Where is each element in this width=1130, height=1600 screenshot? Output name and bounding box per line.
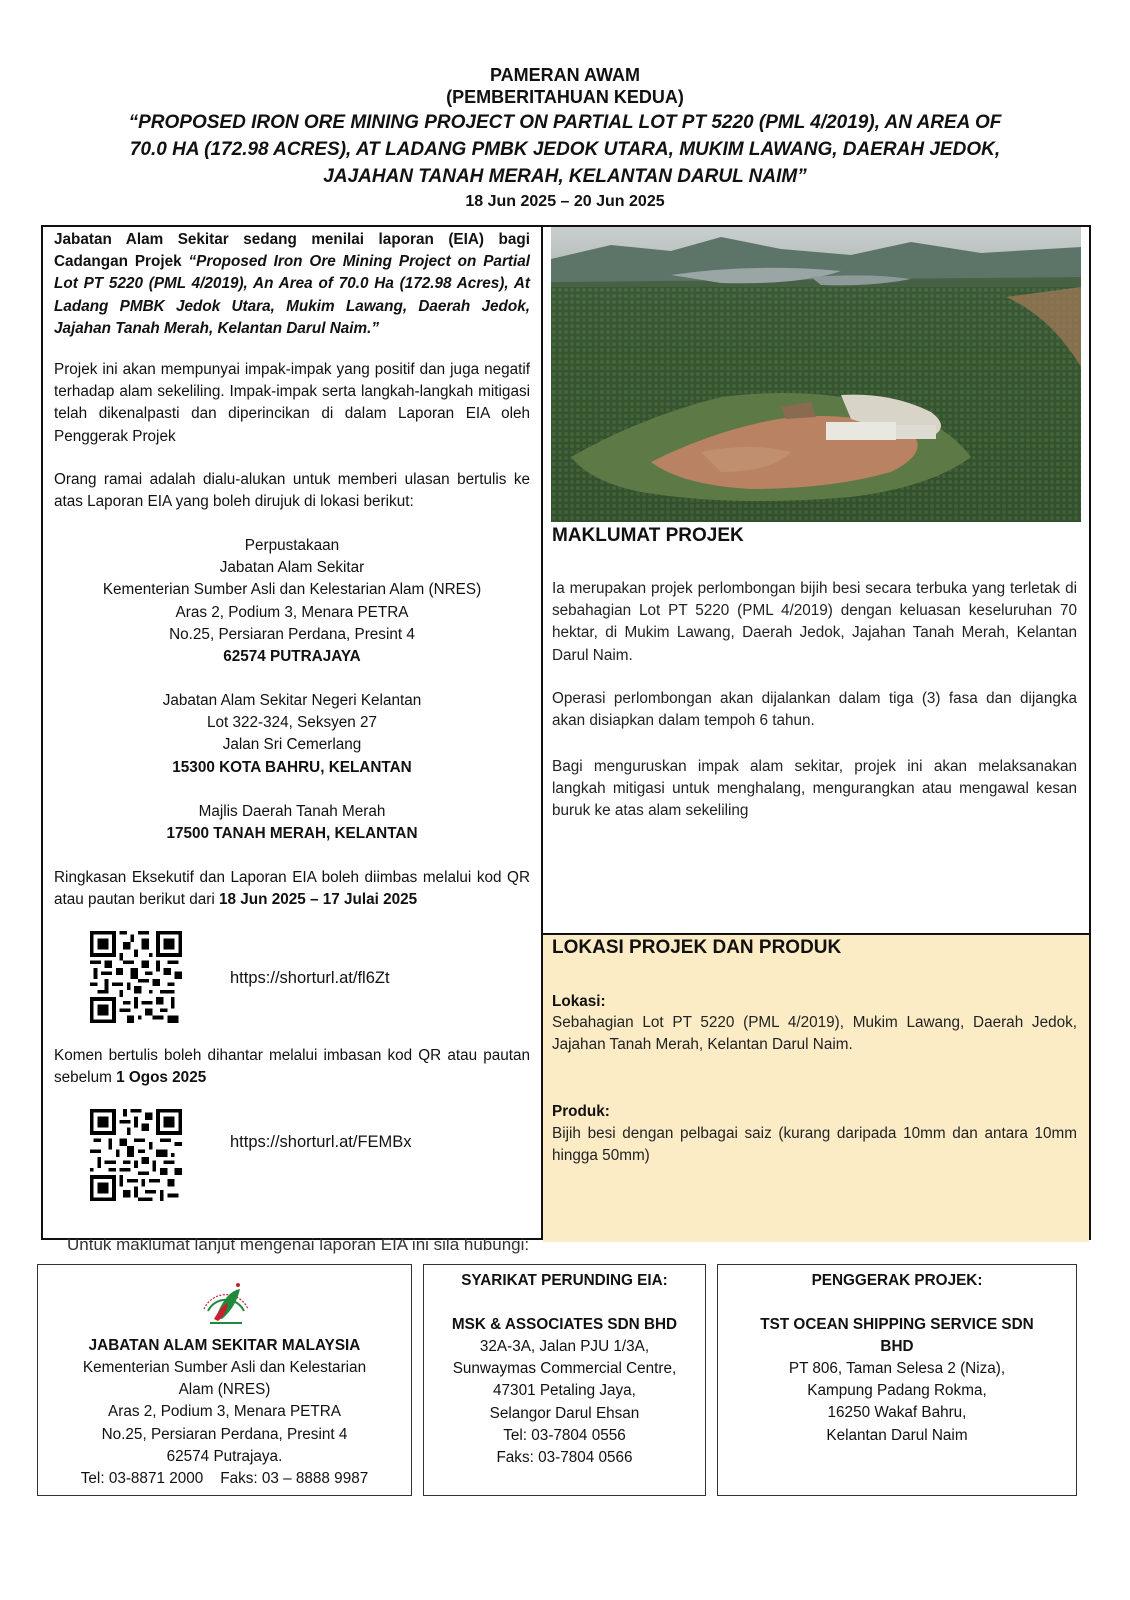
scan-dates: 18 Jun 2025 – 17 Julai 2025: [218, 891, 418, 909]
consultant-phone: Tel: 03-7804 0556: [503, 1426, 626, 1444]
location-line: Aras 2, Podium 3, Menara PETRA: [175, 603, 409, 621]
location-line: Kementerian Sumber Asli dan Kelestarian Alam (NRES): [102, 581, 482, 599]
location-line: No.25, Persiaran Perdana, Presint 4: [169, 625, 415, 643]
exhibition-dates: 18 Jun 2025 – 20 Jun 2025: [465, 193, 665, 210]
report-link[interactable]: https://shorturl.at/fl6Zt: [230, 969, 390, 987]
address-line: Kementerian Sumber Asli dan Kelestarian: [82, 1359, 367, 1376]
address-line: Sunwaymas Commercial Centre,: [452, 1360, 677, 1378]
project-title-line: JAJAHAN TANAH MERAH, KELANTAN DARUL NAIM”: [323, 166, 807, 187]
location-line: Jalan Sri Cemerlang: [222, 736, 362, 754]
address-line: 62574 Putrajaya.: [166, 1447, 283, 1465]
address-line: Alam (NRES): [178, 1381, 271, 1399]
location-line: 17500 TANAH MERAH, KELANTAN: [166, 825, 418, 843]
main-content-box: [41, 225, 1091, 1240]
consultant-heading: SYARIKAT PERUNDING EIA:: [461, 1272, 668, 1289]
doe-address: [38, 1357, 411, 1490]
project-title-line: “PROPOSED IRON ORE MINING PROJECT ON PARTIAL LOT PT 5220 (PML 4/2019), AN AREA OF: [128, 112, 1002, 133]
consultant-fax: Faks: 03-7804 0566: [496, 1449, 633, 1467]
location-line: Lot 322-324, Seksyen 27: [206, 714, 378, 732]
address-line: Kampung Padang Rokma,: [807, 1382, 987, 1400]
project-info-title: MAKLUMAT PROJEK: [552, 525, 744, 546]
address-line: Aras 2, Podium 3, Menara PETRA: [108, 1403, 341, 1421]
proponent-name-line: BHD: [880, 1338, 914, 1356]
doe-name: JABATAN ALAM SEKITAR MALAYSIA: [88, 1337, 361, 1354]
location-putrajaya: [54, 535, 530, 668]
location-product-title: LOKASI PROJEK DAN PRODUK: [552, 937, 842, 958]
consultant-contact-box: [423, 1264, 706, 1496]
location-line: Perpustakaan: [244, 537, 340, 554]
address-line: No.25, Persiaran Perdana, Presint 4: [101, 1425, 348, 1443]
location-line: Jabatan Alam Sekitar: [219, 559, 365, 577]
comment-deadline: 1 Ogos 2025: [116, 1069, 207, 1087]
project-title-line: 70.0 HA (172.98 ACRES), AT LADANG PMBK JEDOK UTARA, MUKIM LAWANG, DAERAH JEDOK,: [129, 139, 1001, 160]
scan-text: Ringkasan Eksekutif dan Laporan EIA boleh diimbas melalui kod QR atau pautan berikut dari: [54, 869, 530, 909]
notice-title: PAMERAN AWAM: [490, 65, 640, 85]
address-line: 47301 Petaling Jaya,: [493, 1382, 636, 1400]
qr-code-icon[interactable]: [90, 1109, 182, 1201]
doe-contact-box: [37, 1264, 412, 1496]
lokasi-text: Sebahagian Lot PT 5220 (PML 4/2019), Mukim Lawang, Daerah Jedok, Jajahan Tanah Merah, Kelantan Darul Naim.: [552, 1014, 1077, 1054]
proponent-address: [718, 1358, 1076, 1447]
address-line: 32A-3A, Jalan PJU 1/3A,: [479, 1338, 650, 1355]
produk-label: Produk:: [552, 1103, 610, 1120]
contact-heading: Untuk maklumat lanjut mengenai laporan EIA ini sila hubungi:: [67, 1235, 530, 1254]
address-line: Kelantan Darul Naim: [826, 1426, 968, 1444]
location-line: Majlis Daerah Tanah Merah: [198, 803, 386, 820]
project-info-para2: Operasi perlombongan akan dijalankan dalam tiga (3) fasa dan dijangka akan disiapkan dalam tempoh 6 tahun.: [552, 690, 1077, 730]
location-line: 15300 KOTA BAHRU, KELANTAN: [172, 758, 412, 776]
doe-logo-icon: [196, 1271, 256, 1331]
scan-paragraph: [54, 867, 530, 911]
qr-code-icon[interactable]: [90, 931, 182, 1023]
impact-paragraph: Projek ini akan mempunyai impak-impak yang positif dan juga negatif terhadap alam sekeliling. Impak-impak serta langkah-langkah mitigasi telah dikenalpasti dan diperincikan di dalam Laporan EIA oleh Penggerak Projek: [54, 361, 530, 445]
comment-invitation-paragraph: Orang ramai adalah dialu-alukan untuk memberi ulasan bertulis ke atas Laporan EIA yang boleh dirujuk di lokasi berikut:: [54, 471, 530, 511]
project-title: [40, 109, 1090, 190]
location-line: Jabatan Alam Sekitar Negeri Kelantan: [162, 692, 422, 709]
project-info-para3: Bagi menguruskan impak alam sekitar, projek ini akan melaksanakan langkah mitigasi untuk menghalang, mengurangkan atau mengawal kesan buruk ke atas alam sekeliling: [552, 758, 1077, 820]
aerial-site-photo: [551, 227, 1081, 522]
comment-link[interactable]: https://shorturl.at/FEMBx: [230, 1133, 412, 1151]
project-info-para1: Ia merupakan projek perlombongan bijih besi secara terbuka yang terletak di sebahagian Lot PT 5220 (PML 4/2019) dengan keluasan keseluruhan 70 hektar, di Mukim Lawang, Daerah Jedok, Jajahan Tanah Merah, Kelantan Darul Naim.: [552, 580, 1077, 664]
intro-project-title: “Proposed Iron Ore Mining Project on Partial Lot PT 5220 (PML 4/2019), An Area of 70.0 Ha (172.98 Acres), At Ladang PMBK Jedok Utara, Mukim Lawang, Daerah Jedok, Jajahan Tanah Merah, Kelantan Darul Naim.”: [54, 253, 530, 337]
address-line: Selangor Darul Ehsan: [489, 1404, 640, 1422]
notice-subtitle: (PEMBERITAHUAN KEDUA): [446, 87, 684, 107]
proponent-heading: PENGGERAK PROJEK:: [811, 1272, 983, 1289]
location-kelantan-doe: [54, 690, 530, 779]
location-tanah-merah: [54, 801, 530, 845]
consultant-name: MSK & ASSOCIATES SDN BHD: [451, 1316, 678, 1333]
proponent-contact-box: [717, 1264, 1077, 1496]
intro-text: Jabatan Alam Sekitar sedang menilai laporan (EIA) bagi Cadangan Projek: [54, 231, 530, 271]
address-line: 16250 Wakaf Bahru,: [827, 1404, 967, 1422]
comment-paragraph: [54, 1045, 530, 1089]
location-product-box: [543, 933, 1089, 1242]
comment-text: Komen bertulis boleh dihantar melalui imbasan kod QR atau pautan sebelum: [54, 1047, 530, 1087]
doe-phone-fax: Tel: 03-8871 2000 Faks: 03 – 8888 9987: [80, 1470, 369, 1488]
left-column: [43, 227, 543, 1238]
location-line: 62574 PUTRAJAYA: [223, 648, 361, 666]
notice-header: [40, 64, 1090, 213]
proponent-name-line: TST OCEAN SHIPPING SERVICE SDN: [760, 1316, 1034, 1333]
produk-text: Bijih besi dengan pelbagai saiz (kurang daripada 10mm dan antara 10mm hingga 50mm): [552, 1125, 1077, 1165]
consultant-address: [424, 1336, 705, 1469]
address-line: PT 806, Taman Selesa 2 (Niza),: [788, 1360, 1006, 1377]
lokasi-label: Lokasi:: [552, 993, 606, 1010]
right-column: [543, 227, 1089, 1238]
intro-paragraph: [54, 229, 530, 340]
proponent-name: [718, 1314, 1076, 1358]
